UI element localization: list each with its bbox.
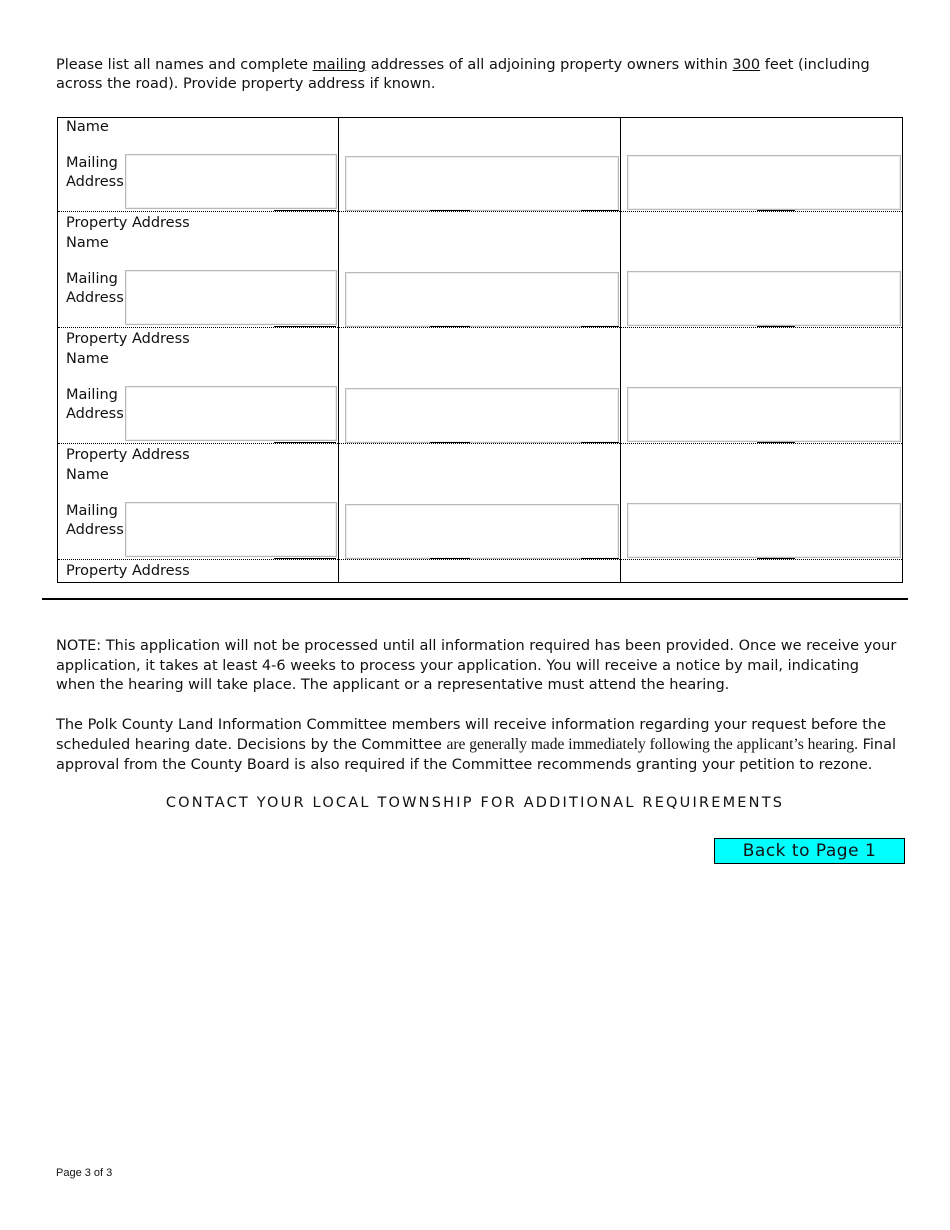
property-address-cell[interactable] xyxy=(621,444,903,467)
property-address-cell[interactable] xyxy=(339,212,621,235)
property-address-row xyxy=(58,328,903,351)
instructions-paragraph xyxy=(56,56,901,94)
property-address-row xyxy=(58,444,903,467)
property-address-row xyxy=(58,560,903,583)
contact-heading: CONTACT YOUR LOCAL TOWNSHIP FOR ADDITIONAL REQUIREMENTS xyxy=(165,795,785,811)
owner-cell xyxy=(339,466,621,560)
mailing-label-line1: Mailing xyxy=(66,387,118,403)
owner-cell xyxy=(621,234,903,328)
mailing-address-input[interactable] xyxy=(627,387,901,442)
property-address-label: Property Address xyxy=(66,447,190,463)
mailing-address-input[interactable] xyxy=(345,156,619,211)
mailing-address-input[interactable] xyxy=(345,388,619,443)
mailing-label-line2: Address xyxy=(66,290,124,306)
mailing-address-label xyxy=(66,386,124,424)
owner-cell xyxy=(339,234,621,328)
mailing-address-input[interactable] xyxy=(125,270,337,325)
mailing-address-input[interactable] xyxy=(627,503,901,558)
name-label: Name xyxy=(66,235,109,251)
mailing-underlined: mailing xyxy=(312,57,367,73)
note-section xyxy=(56,637,901,795)
name-label: Name xyxy=(66,351,109,367)
name-label: Name xyxy=(66,467,109,483)
page-number: Page 3 of 3 xyxy=(56,1167,113,1179)
instructions-text-1: Please list all names and complete xyxy=(56,57,313,73)
mailing-label-line1: Mailing xyxy=(66,155,118,171)
mailing-address-label xyxy=(66,154,124,192)
mailing-address-input[interactable] xyxy=(345,504,619,559)
owner-cell xyxy=(58,234,339,328)
instructions-text-2: addresses of all adjoining property owners within xyxy=(366,57,733,73)
note-paragraph xyxy=(56,637,901,696)
mailing-address-input[interactable] xyxy=(125,502,337,557)
mailing-address-input[interactable] xyxy=(627,155,901,210)
back-to-page-1-button[interactable]: Back to Page 1 xyxy=(714,838,905,864)
owner-cell xyxy=(58,350,339,444)
mailing-address-label xyxy=(66,270,124,308)
committee-paragraph xyxy=(56,716,901,776)
owner-entry-row xyxy=(58,118,903,212)
adjoining-owners-table xyxy=(57,117,903,583)
note-text: This application will not be processed until all information required has been provided. Once we receive your application, it takes at least 4-6 weeks to process your application. You will receive a notice by mail, indicating when the hearing will take place. The applicant or a representative must attend the hearing. xyxy=(56,638,897,693)
mailing-label-line2: Address xyxy=(66,174,124,190)
mailing-label-line2: Address xyxy=(66,522,124,538)
owner-cell xyxy=(58,118,339,212)
property-address-label: Property Address xyxy=(66,331,190,347)
property-address-cell[interactable] xyxy=(339,444,621,467)
committee-text-1: The Polk County Land Information Committee members will receive information regarding your request before the scheduled hearing date. Decisions by the Committee xyxy=(56,716,887,753)
committee-text-3: Final approval from the County Board is also required if the Committee recommends granting your petition to rezone. xyxy=(56,737,896,773)
property-address-cell xyxy=(58,560,339,583)
section-divider xyxy=(42,598,908,600)
property-address-cell xyxy=(58,212,339,235)
mailing-address-input[interactable] xyxy=(345,272,619,327)
owner-entry-row xyxy=(58,234,903,328)
owner-entry-row xyxy=(58,466,903,560)
mailing-address-input[interactable] xyxy=(125,386,337,441)
mailing-label-line1: Mailing xyxy=(66,503,118,519)
owner-cell xyxy=(339,350,621,444)
property-address-cell[interactable] xyxy=(621,560,903,583)
owner-entry-row xyxy=(58,350,903,444)
owner-cell xyxy=(621,350,903,444)
mailing-address-input[interactable] xyxy=(125,154,337,209)
mailing-label-line2: Address xyxy=(66,406,124,422)
owner-cell xyxy=(621,118,903,212)
distance-underlined: 300 xyxy=(732,57,761,73)
mailing-address-input[interactable] xyxy=(627,271,901,326)
property-address-cell[interactable] xyxy=(339,328,621,351)
property-address-row xyxy=(58,212,903,235)
property-address-cell[interactable] xyxy=(621,328,903,351)
name-label: Name xyxy=(66,119,109,135)
property-address-cell xyxy=(58,444,339,467)
owner-cell xyxy=(339,118,621,212)
property-address-cell xyxy=(58,328,339,351)
owner-cell xyxy=(58,466,339,560)
note-label: NOTE: xyxy=(56,638,102,654)
instructions-text-3: feet (including across the road). Provide property address if known. xyxy=(56,57,870,92)
property-address-label: Property Address xyxy=(66,215,190,231)
mailing-address-label xyxy=(66,502,124,540)
owner-cell xyxy=(621,466,903,560)
property-address-cell[interactable] xyxy=(621,212,903,235)
property-address-cell[interactable] xyxy=(339,560,621,583)
property-address-label: Property Address xyxy=(66,563,190,579)
mailing-label-line1: Mailing xyxy=(66,271,118,287)
committee-text-2: are generally made immediately following the applicant’s hearing. xyxy=(446,736,858,753)
